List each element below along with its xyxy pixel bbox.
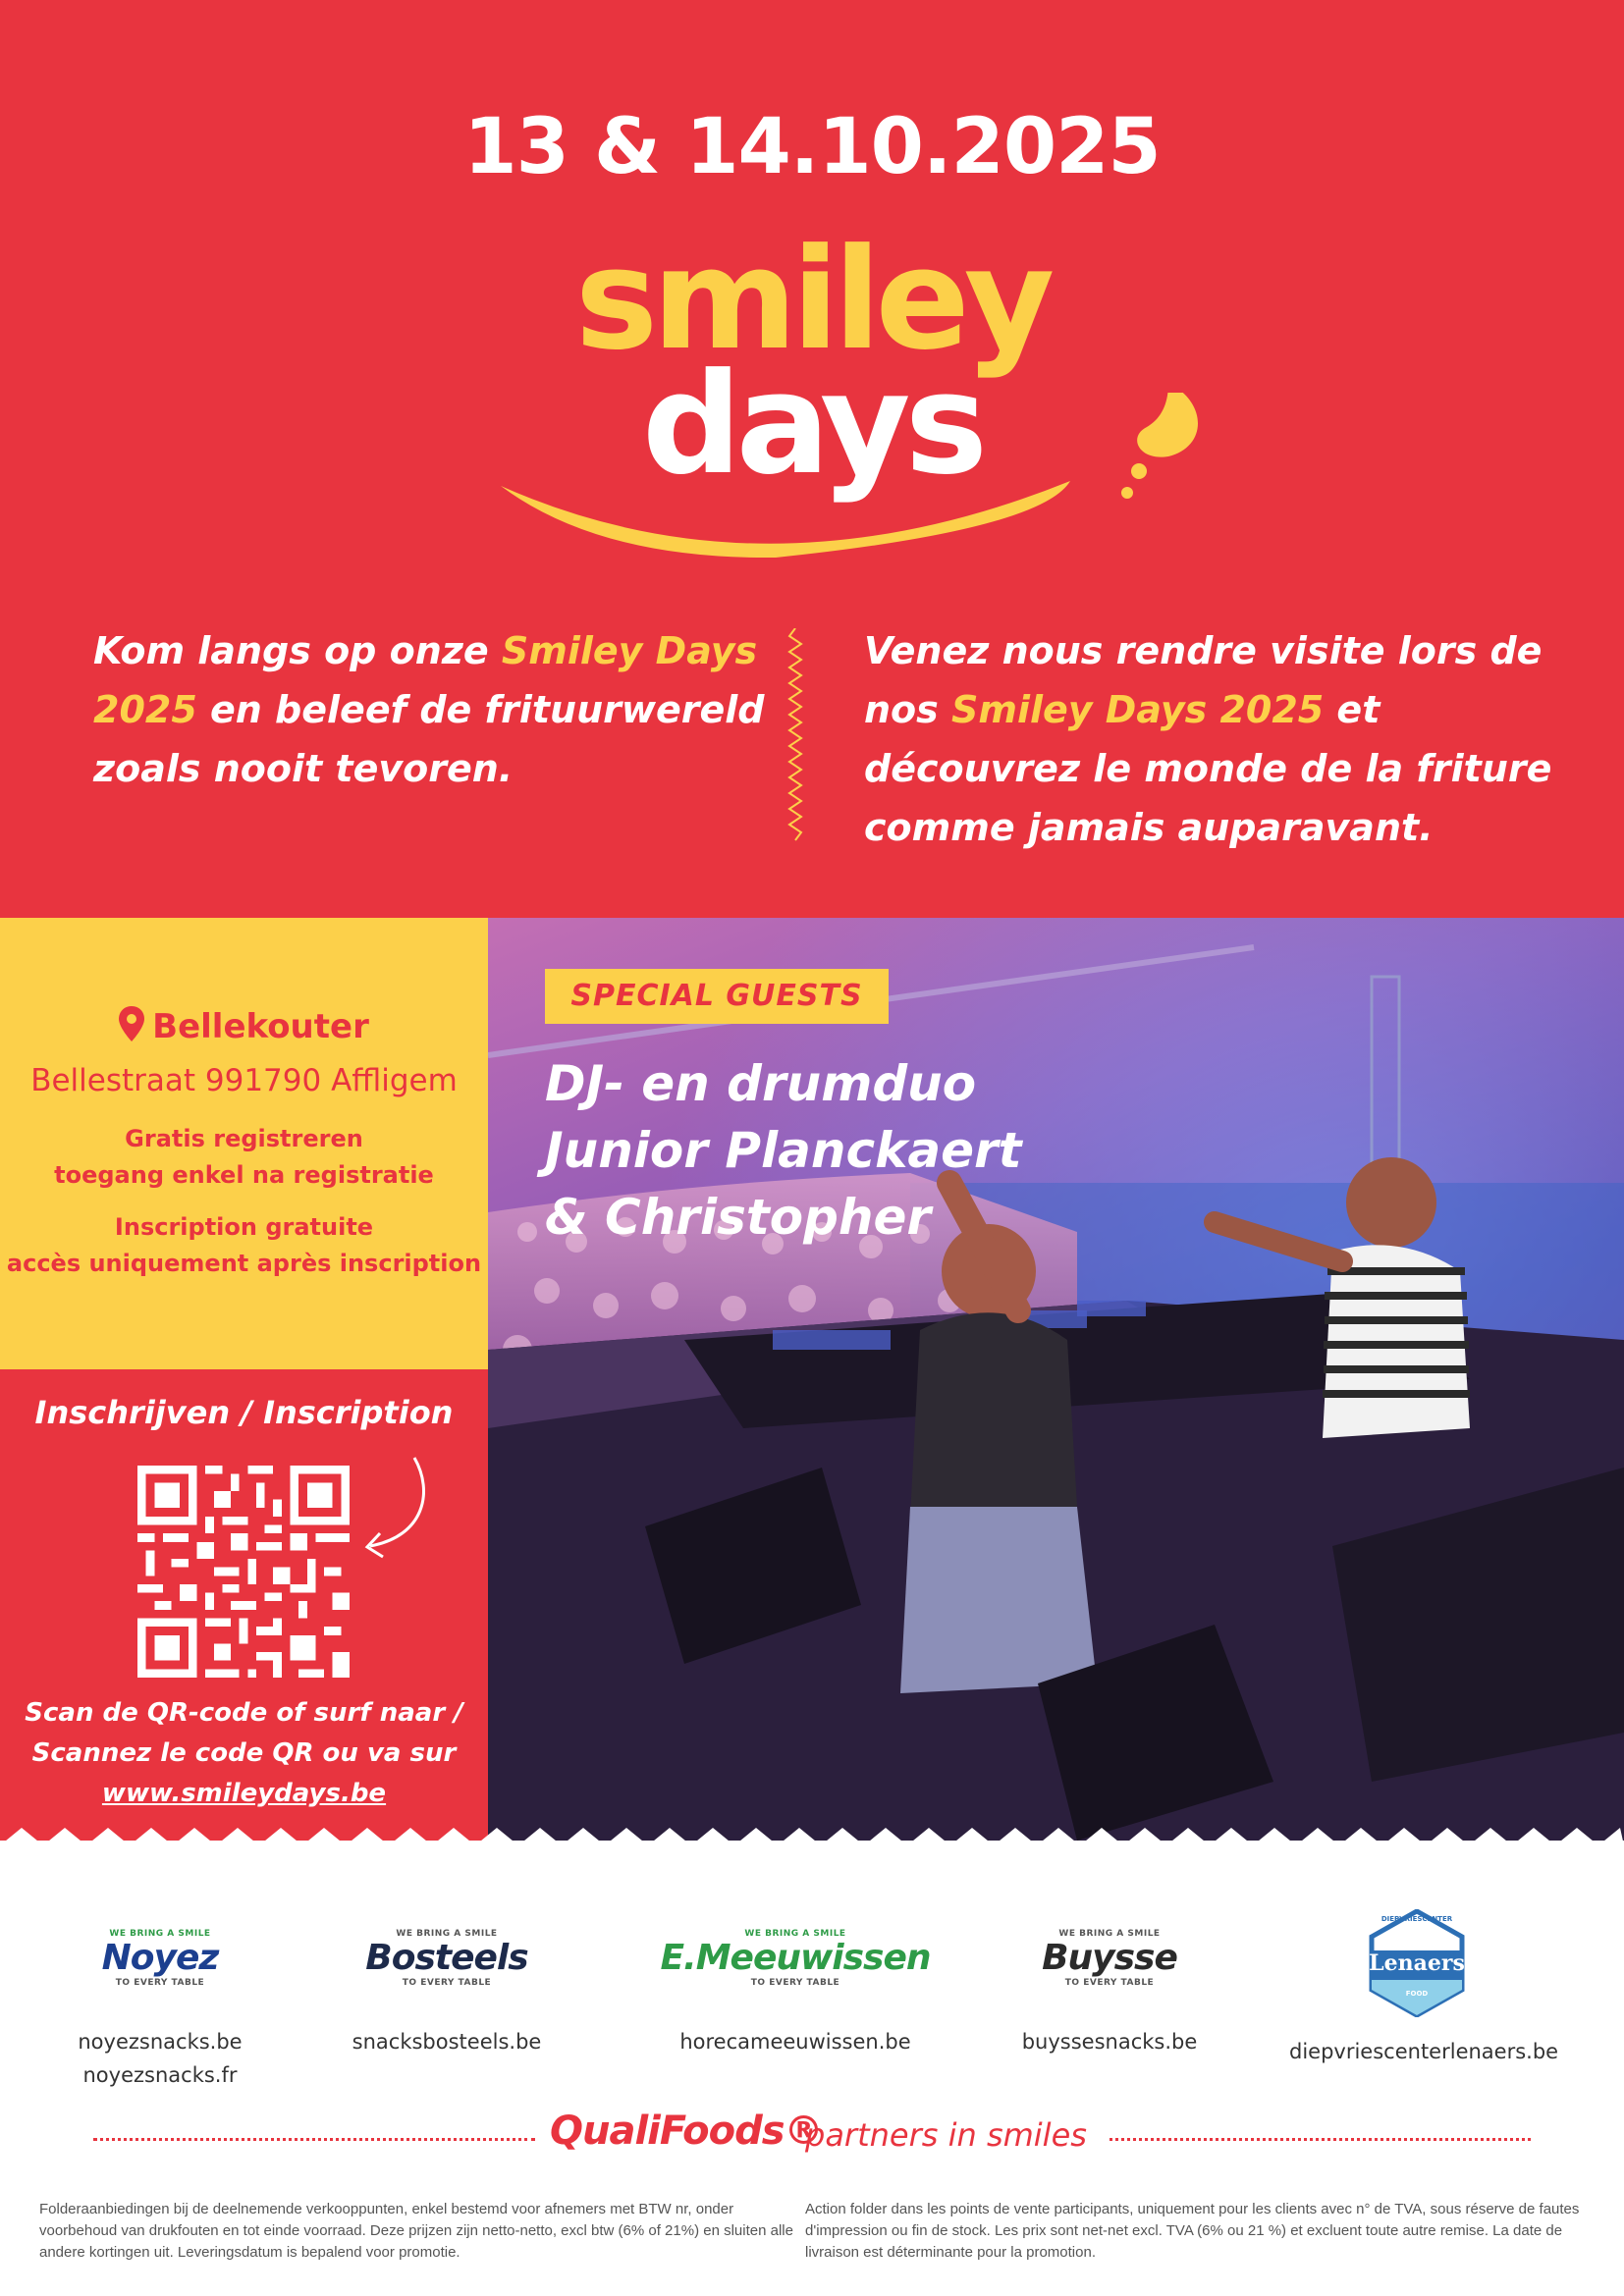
intro-nl-highlight: Smiley Days 2025 <box>93 629 758 731</box>
partner-site[interactable]: horecameeuwissen.be <box>679 2030 911 2054</box>
zigzag-divider <box>785 628 805 844</box>
reg-note-fr-line1: Inscription gratuite <box>114 1213 374 1241</box>
scan-instructions <box>0 1693 488 1814</box>
qualifoods-row <box>93 2109 1531 2167</box>
partner-site[interactable]: noyezsnacks.be noyezsnacks.fr <box>78 2030 243 2087</box>
partner-site[interactable]: buyssesnacks.be <box>1021 2030 1198 2054</box>
registration-note-nl <box>0 1121 488 1194</box>
disclaimer-nl: Folderaanbiedingen bij de deelnemende verkooppunten, enkel bestemd voor afnemers met BTW nr, onder voorbehoud van drukfouten en tot einde voorraad. Deze prijzen zijn netto-netto, excl btw (6% of 21%) en sluiten alle andere kortingen uit. Leveringsdatum is bepalend voor promotie. <box>39 2201 793 2261</box>
registration-note-fr <box>0 1209 488 1282</box>
partner-site[interactable]: snacksbosteels.be <box>352 2030 542 2054</box>
reg-note-nl-line1: Gratis registreren <box>125 1125 363 1152</box>
intro-text-fr <box>864 621 1591 857</box>
guest-line-1: DJ- en drumduo <box>545 1055 977 1112</box>
logo-word-smiley: smiley <box>574 219 1050 381</box>
intro-fr-part2: et découvrez le monde de la friture comme jamais auparavant. <box>864 688 1552 849</box>
meeuwissen-logo: WE BRING A SMILE E.Meeuwissen TO EVERY TABLE <box>660 1929 931 1988</box>
intro-nl-part1: Kom langs op onze <box>93 629 502 672</box>
registration-title: Inschrijven / Inscription <box>34 1394 454 1431</box>
smile-curve-icon <box>491 393 1218 589</box>
noyez-logo: WE BRING A SMILE Noyez TO EVERY TABLE <box>101 1929 219 1988</box>
special-guests-text <box>545 1050 1022 1251</box>
partner-lenaers[interactable] <box>1289 1909 1559 2068</box>
partner-meeuwissen[interactable] <box>579 1909 1011 2058</box>
lenaers-tag-top: DIEPVRIESCENTER <box>1380 1915 1453 1923</box>
scan-line-fr: Scannez le code QR ou va sur <box>31 1738 457 1768</box>
partner-site[interactable]: diepvriescenterlenaers.be <box>1289 2040 1559 2063</box>
dotted-line-left <box>93 2138 535 2141</box>
qr-code[interactable] <box>137 1466 350 1678</box>
partner-noyez[interactable] <box>32 1909 288 2092</box>
dotted-line-right <box>1110 2138 1531 2141</box>
guest-line-2: Junior Planckaert <box>545 1122 1022 1179</box>
website-link[interactable]: www.smileydays.be <box>101 1779 387 1808</box>
intro-fr-highlight: Smiley Days 2025 <box>951 688 1325 731</box>
location-name-text: Bellekouter <box>152 1007 369 1046</box>
partner-bosteels[interactable] <box>319 1909 574 2058</box>
qualifoods-logo: QualiFoods® <box>550 2109 823 2154</box>
reg-note-nl-line2: toegang enkel na registratie <box>54 1161 434 1189</box>
intro-fr-part1: Venez nous rendre visite lors de nos <box>864 629 1543 731</box>
scan-line-nl: Scan de QR-code of surf naar / <box>25 1698 463 1728</box>
qualifoods-tagline: partners in smiles <box>805 2116 1087 2154</box>
location-name <box>0 1006 488 1046</box>
buysse-logo: WE BRING A SMILE Buysse TO EVERY TABLE <box>1042 1929 1177 1988</box>
intro-nl-part2: en beleef de frituurwereld zoals nooit tevoren. <box>93 688 765 790</box>
map-pin-icon <box>119 1006 144 1041</box>
lenaers-name: Lenaers <box>1369 1950 1465 1976</box>
curved-arrow-icon <box>355 1453 434 1571</box>
event-date: 13 & 14.10.2025 <box>463 103 1161 191</box>
location-address: Bellestraat 991790 Affligem <box>30 1063 458 1098</box>
lenaers-tag-bottom: FOOD <box>1405 1990 1429 1998</box>
guest-line-3: & Christopher <box>545 1189 932 1246</box>
zigzag-edge <box>0 1826 1624 1865</box>
reg-note-fr-line2: accès uniquement après inscription <box>6 1250 482 1277</box>
intro-text-nl <box>93 621 781 798</box>
partner-buysse[interactable] <box>982 1909 1237 2058</box>
special-guests-badge: SPECIAL GUESTS <box>545 969 889 1024</box>
bosteels-logo: WE BRING A SMILE Bosteels TO EVERY TABLE <box>365 1929 528 1988</box>
logo-word-days: days <box>641 344 983 506</box>
disclaimer-fr: Action folder dans les points de vente participants, uniquement pour les clients avec n° de TVA, sous réserve de fautes d'impression ou fin de stock. Les prix sont net-net excl. TVA (6% ou 21 %) et excluent toute autre remise. La date de livraison est déterminante pour la promotion. <box>805 2201 1580 2261</box>
